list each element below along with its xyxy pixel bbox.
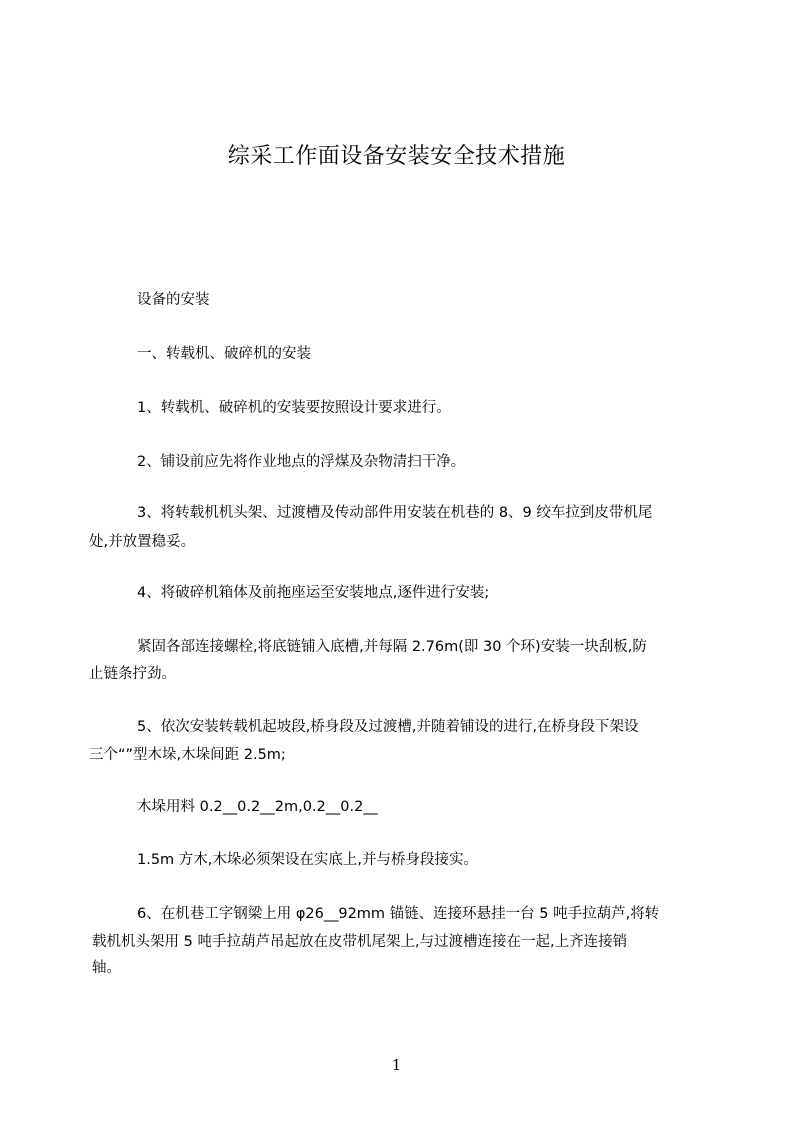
paragraph: 1.5m 方木,木垛必须架设在实底上,并与桥身段接实。 bbox=[137, 852, 479, 868]
paragraph-line: 处,并放置稳妥。 bbox=[89, 534, 196, 550]
paragraph-line: 三个“”型木垛,木垛间距 2.5m; bbox=[89, 747, 286, 763]
paragraph: 4、将破碎机箱体及前拖座运至安装地点,逐件进行安装; bbox=[137, 585, 490, 601]
paragraph-line: 紧固各部连接螺栓,将底链铺入底槽,并每隔 2.76m(即 30 个环)安装一块刮板,防 bbox=[137, 639, 647, 655]
paragraph: 木垛用料 0.2__0.2__2m,0.2__0.2__ bbox=[137, 799, 378, 815]
page-number: 1 bbox=[391, 1056, 402, 1074]
paragraph-line: 3、将转载机机头架、过渡槽及传动部件用安装在机巷的 8、9 绞车拉到皮带机尾 bbox=[137, 505, 653, 521]
paragraph-line: 轴。 bbox=[92, 960, 121, 976]
document-title: 综采工作面设备安装安全技术措施 bbox=[227, 144, 566, 169]
section-heading: 设备的安装 bbox=[137, 292, 210, 308]
paragraph-line: 6、在机巷工字钢梁上用 φ26__92mm 锚链、连接环悬挂一台 5 吨手拉葫芦,将转 bbox=[137, 906, 660, 922]
paragraph-line: 载机机头架用 5 吨手拉葫芦吊起放在皮带机尾架上,与过渡槽连接在一起,上齐连接销 bbox=[92, 934, 628, 950]
paragraph: 2、铺设前应先将作业地点的浮煤及杂物清扫干净。 bbox=[137, 454, 466, 470]
paragraph-line: 5、依次安装转载机起坡段,桥身段及过渡槽,并随着铺设的进行,在桥身段下架设 bbox=[137, 719, 639, 735]
paragraph-line: 止链条拧劲。 bbox=[89, 666, 176, 682]
subsection-heading: 一、转载机、破碎机的安装 bbox=[137, 346, 311, 362]
paragraph: 1、转载机、破碎机的安装要按照设计要求进行。 bbox=[137, 400, 451, 416]
